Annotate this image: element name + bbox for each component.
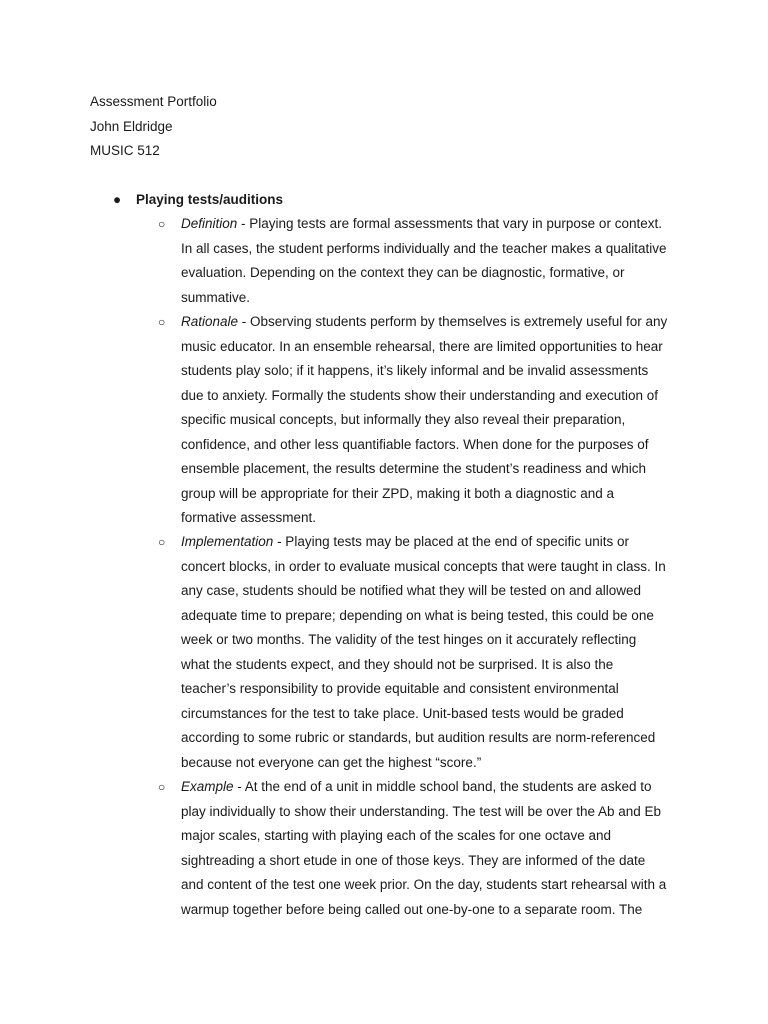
item-line: sightreading a short etude in one of those keys. They are informed of the date xyxy=(181,852,646,868)
item-line: - Playing tests are formal assessments that vary in purpose or context. xyxy=(237,216,662,231)
item-line: and content of the test one week prior. On the day, students start rehearsal with a xyxy=(181,877,667,892)
document-title: Assessment Portfolio xyxy=(90,94,217,109)
item-line: - At the end of a unit in middle school band, the students are asked to xyxy=(233,779,652,794)
document-header xyxy=(90,90,217,164)
item-line: group will be appropriate for their ZPD, making it both a diagnostic and a xyxy=(181,485,614,501)
item-line: In all cases, the student performs individually and the teacher makes a qualitative xyxy=(181,240,667,256)
item-line: formative assessment. xyxy=(181,510,317,525)
item-term: Definition xyxy=(181,216,238,231)
item-term: Example xyxy=(181,779,234,794)
circle-bullet-icon: ○ xyxy=(158,535,166,549)
item-line: - Playing tests may be placed at the end of specific units or xyxy=(273,534,629,549)
item-line: concert blocks, in order to evaluate musical concepts that were taught in class. In xyxy=(181,558,666,574)
item-term: Rationale xyxy=(181,314,239,329)
item-line: confidence, and other less quantifiable factors. When done for the purposes of xyxy=(181,436,649,452)
item-line: because not everyone can get the highest “score.” xyxy=(181,754,482,770)
item-line: music educator. In an ensemble rehearsal, there are limited opportunities to hear xyxy=(181,338,663,354)
item-line: warmup together before being called out one-by-one to a separate room. The xyxy=(181,901,643,917)
course-code: MUSIC 512 xyxy=(90,143,160,158)
item-line: specific musical concepts, but informally they also reveal their preparation, xyxy=(181,412,626,427)
bullet-icon: ● xyxy=(113,192,122,207)
item-line: week or two months. The validity of the test hinges on it accurately reflecting xyxy=(181,632,637,647)
section-heading: Playing tests/auditions xyxy=(136,192,284,207)
item-line: teacher’s responsibility to provide equitable and consistent environmental xyxy=(181,681,619,696)
item-line: play individually to show their understanding. The test will be over the Ab and Eb xyxy=(181,803,662,819)
item-line: summative. xyxy=(181,289,251,305)
item-line: any case, students should be notified what they will be tested on and allowed xyxy=(181,583,642,598)
item-line: due to anxiety. Formally the students show their understanding and execution of xyxy=(181,387,659,403)
circle-bullet-icon: ○ xyxy=(158,315,166,329)
item-line: students play solo; if it happens, it’s likely informal and be invalid assessments xyxy=(181,363,649,378)
author-name: John Eldridge xyxy=(90,118,173,134)
circle-bullet-icon: ○ xyxy=(158,217,166,231)
circle-bullet-icon: ○ xyxy=(158,780,166,794)
item-line: ensemble placement, the results determine the student’s readiness and which xyxy=(181,461,647,476)
item-line: circumstances for the test to take place. Unit-based tests would be graded xyxy=(181,705,624,721)
item-line: what the students expect, and they should not be surprised. It is also the xyxy=(181,656,614,672)
item-term: Implementation xyxy=(181,534,274,549)
item-line: according to some rubric or standards, but audition results are norm-referenced xyxy=(181,730,656,745)
item-line: major scales, starting with playing each of the scales for one octave and xyxy=(181,828,611,843)
item-line: - Observing students perform by themselves is extremely useful for any xyxy=(238,314,668,329)
item-line: evaluation. Depending on the context they can be diagnostic, formative, or xyxy=(181,265,625,280)
item-line: adequate time to prepare; depending on what is being tested, this could be one xyxy=(181,607,654,623)
